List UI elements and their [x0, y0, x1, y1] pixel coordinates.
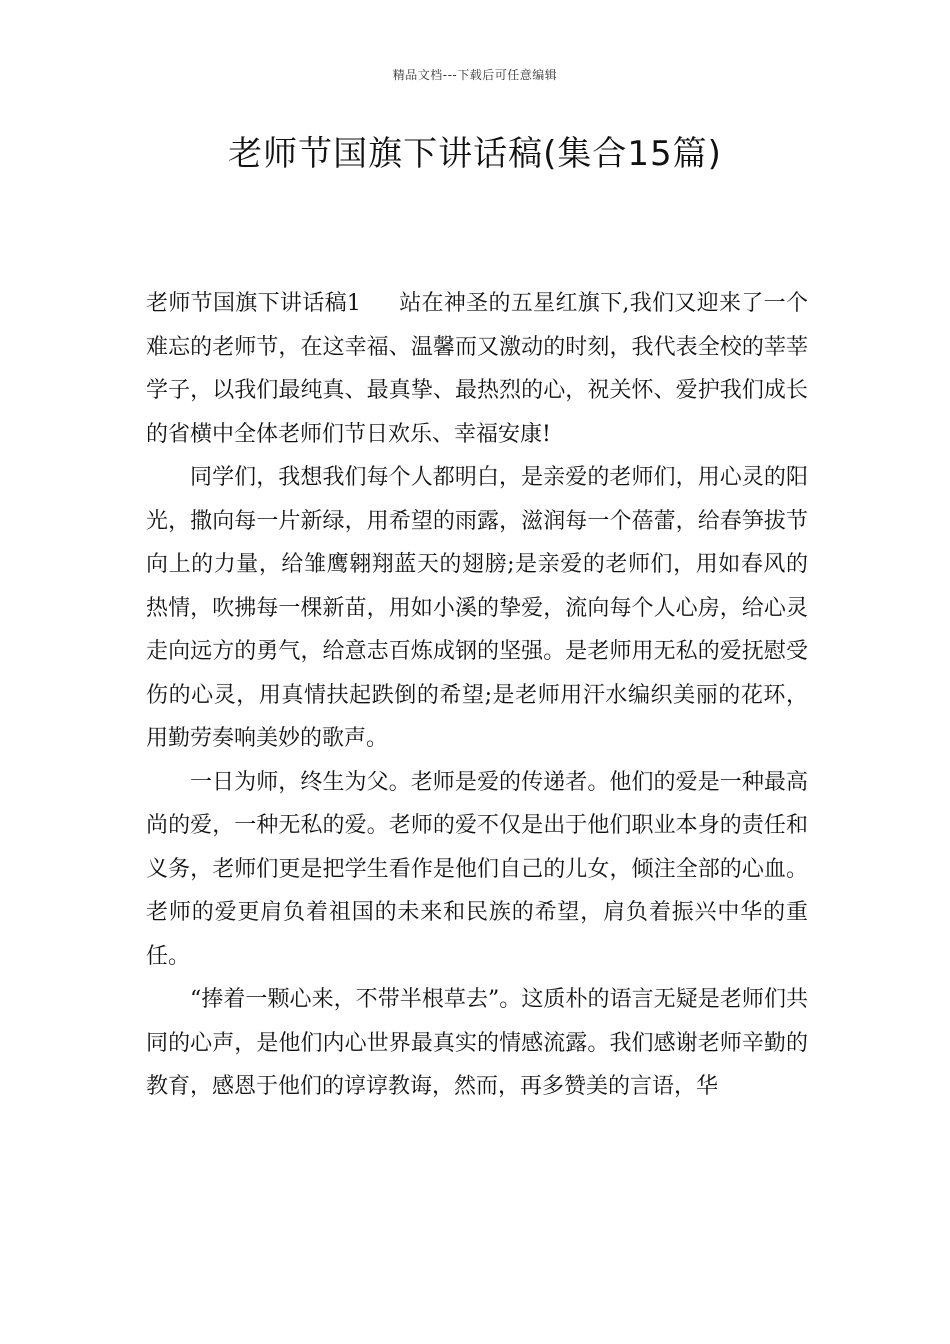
paragraph-3: 一日为师，终生为父。老师是爱的传递者。他们的爱是一种最高尚的爱，一种无私的爱。老师的爱不仅是出于他们职业本身的责任和义务，老师们更是把学生看作是他们自己的儿女，倾注全部的心血。老师的爱更肩负着祖国的未来和民族的希望，肩负着振兴中华的重任。	[146, 769, 808, 969]
section-heading: 老师节国旗下讲话稿1	[146, 291, 361, 316]
paragraph-1	[146, 282, 808, 456]
paragraph-2: 同学们，我想我们每个人都明白，是亲爱的老师们，用心灵的阳光，撒向每一片新绿，用希望的雨露，滋润每一个蓓蕾，给春笋拔节向上的力量，给雏鹰翱翔蓝天的翅膀;是亲爱的老师们，用如春风的热情，吹拂每一棵新苗，用如小溪的挚爱，流向每个人心房，给心灵走向远方的勇气，给意志百炼成钢的坚强。是老师用无私的爱抚慰受伤的心灵，用真情扶起跌倒的希望;是老师用汗水编织美丽的花环，用勤劳奏响美妙的歌声。	[146, 465, 808, 751]
document-body	[146, 282, 808, 1109]
document-title: 老师节国旗下讲话稿(集合15篇)	[228, 134, 722, 174]
paragraph-4: “捧着一颗心来，不带半根草去”。这质朴的语言无疑是老师们共同的心声，是他们内心世界最真实的情感流露。我们感谢老师辛勤的教育，感恩于他们的谆谆教诲，然而，再多赞美的言语，华	[146, 987, 808, 1099]
paragraph-1-text: 站在神圣的五星红旗下,我们又迎来了一个难忘的老师节，在这幸福、温馨而又激动的时刻，我代表全校的莘莘学子，以我们最纯真、最真挚、最热烈的心，祝关怀、爱护我们成长的省横中全体老师们节日欢乐、幸福安康!	[146, 291, 808, 447]
header-note: 精品文档---下载后可任意编辑	[392, 68, 558, 82]
